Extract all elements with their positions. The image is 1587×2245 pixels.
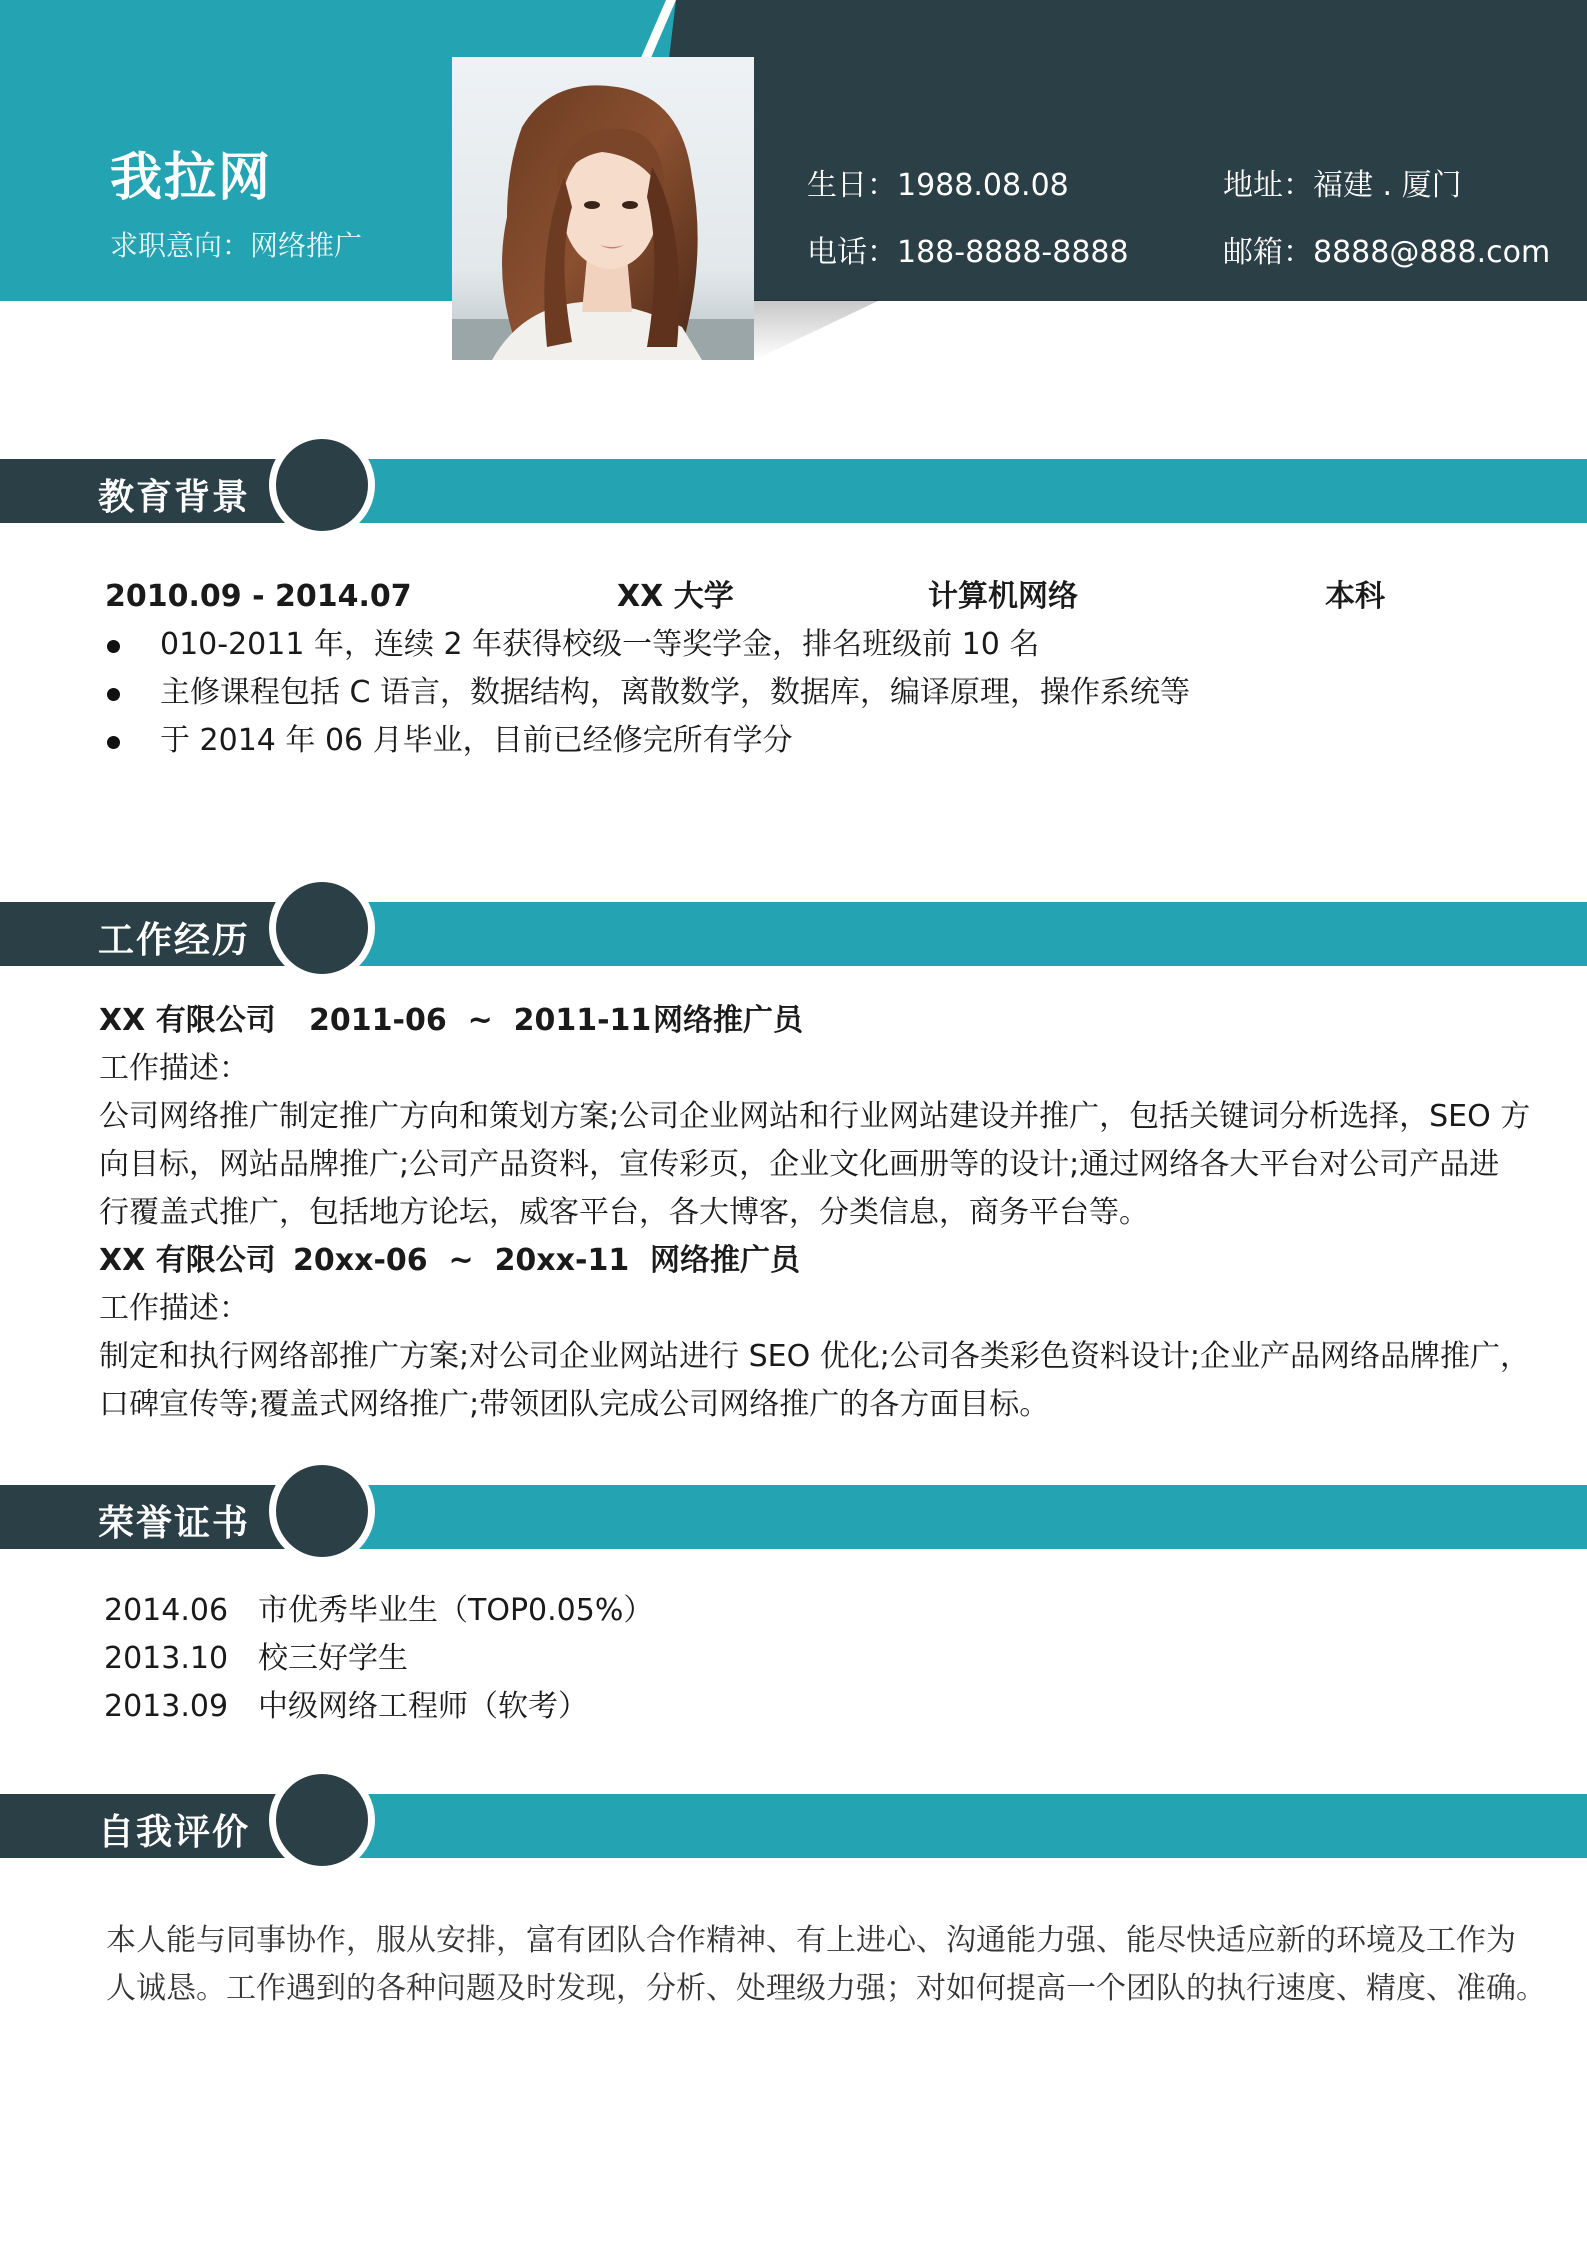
section-title: 荣誉证书 [98, 1503, 251, 1544]
section-circle [276, 1465, 368, 1557]
section-circle [276, 882, 368, 974]
bullet-dot [107, 736, 120, 749]
section-bar-teal [300, 1485, 1587, 1549]
section-circle [276, 439, 368, 531]
edu-bullet: 主修课程包括 C 语言，数据结构，离散数学，数据库，编译原理，操作系统等 [160, 675, 1191, 710]
job-company: XX 有限公司 [99, 1003, 276, 1038]
honor-date: 2013.10 [104, 1641, 229, 1676]
job-role: 网络推广员 [650, 1243, 800, 1278]
portrait-image [452, 57, 754, 360]
edu-major: 计算机网络 [928, 579, 1078, 614]
job-desc-line: 向目标，网站品牌推广;公司产品资料，宣传彩页，企业文化画册等的设计;通过网络各大平台对公司产品进 [99, 1147, 1500, 1182]
job-intent: 求职意向：网络推广 [110, 229, 363, 262]
edu-period: 2010.09 - 2014.07 [105, 579, 412, 614]
phone: 电话：188-8888-8888 [807, 235, 1129, 270]
edu-degree: 本科 [1325, 579, 1385, 614]
section-header-self [0, 1774, 1587, 1884]
section-bar-teal [300, 459, 1587, 523]
job-role: 网络推广员 [653, 1003, 803, 1038]
section-bar-teal [300, 902, 1587, 966]
job-desc-line: 行覆盖式推广，包括地方论坛，威客平台，各大博客，分类信息，商务平台等。 [99, 1195, 1149, 1230]
bullet-dot [107, 688, 120, 701]
honor-date: 2014.06 [104, 1593, 229, 1628]
address: 地址：福建 . 厦门 [1223, 168, 1462, 203]
job-desc-line: 制定和执行网络部推广方案;对公司企业网站进行 SEO 优化;公司各类彩色资料设计;企业产品网络品牌推广， [99, 1339, 1531, 1374]
honor-title: 中级网络工程师（软考） [258, 1689, 588, 1724]
edu-bullet: 于 2014 年 06 月毕业，目前已经修完所有学分 [160, 723, 793, 758]
job-desc-line: 口碑宣传等;覆盖式网络推广;带领团队完成公司网络推广的各方面目标。 [99, 1387, 1050, 1422]
job-company: XX 有限公司 [99, 1243, 276, 1278]
honor-title: 校三好学生 [258, 1641, 408, 1676]
section-title: 自我评价 [98, 1812, 251, 1853]
self-eval-line: 本人能与同事协作，服从安排，富有团队合作精神、有上进心、沟通能力强、能尽快适应新的环境及工作为 [106, 1923, 1516, 1958]
job-period: 2011-06 ~ 2011-11 [309, 1003, 652, 1038]
section-title: 工作经历 [98, 920, 251, 961]
honor-title: 市优秀毕业生（TOP0.05%） [258, 1593, 654, 1628]
section-title: 教育背景 [98, 477, 251, 518]
section-header-honors [0, 1465, 1587, 1575]
section-bar-teal [300, 1794, 1587, 1858]
section-circle [276, 1774, 368, 1866]
edu-bullet: 010-2011 年，连续 2 年获得校级一等奖学金，排名班级前 10 名 [160, 627, 1040, 662]
job-desc-label: 工作描述： [99, 1051, 249, 1086]
section-header-education [0, 439, 1587, 549]
candidate-name: 我拉网 [110, 148, 273, 208]
job-desc-label: 工作描述： [99, 1291, 249, 1326]
email: 邮箱：8888@888.com [1223, 235, 1551, 270]
birthday: 生日：1988.08.08 [807, 168, 1069, 203]
honor-date: 2013.09 [104, 1689, 229, 1724]
profile-photo [452, 57, 754, 360]
bullet-dot [107, 640, 120, 653]
self-eval-line: 人诚恳。工作遇到的各种问题及时发现，分析、处理级力强；对如何提高一个团队的执行速度、精度、准确。 [106, 1971, 1546, 2006]
job-desc-line: 公司网络推广制定推广方向和策划方案;公司企业网站和行业网站建设并推广，包括关键词分析选择，SEO 方 [99, 1099, 1531, 1134]
job-period: 20xx-06 ~ 20xx-11 [293, 1243, 630, 1278]
edu-school: XX 大学 [617, 579, 734, 614]
section-header-work [0, 882, 1587, 992]
